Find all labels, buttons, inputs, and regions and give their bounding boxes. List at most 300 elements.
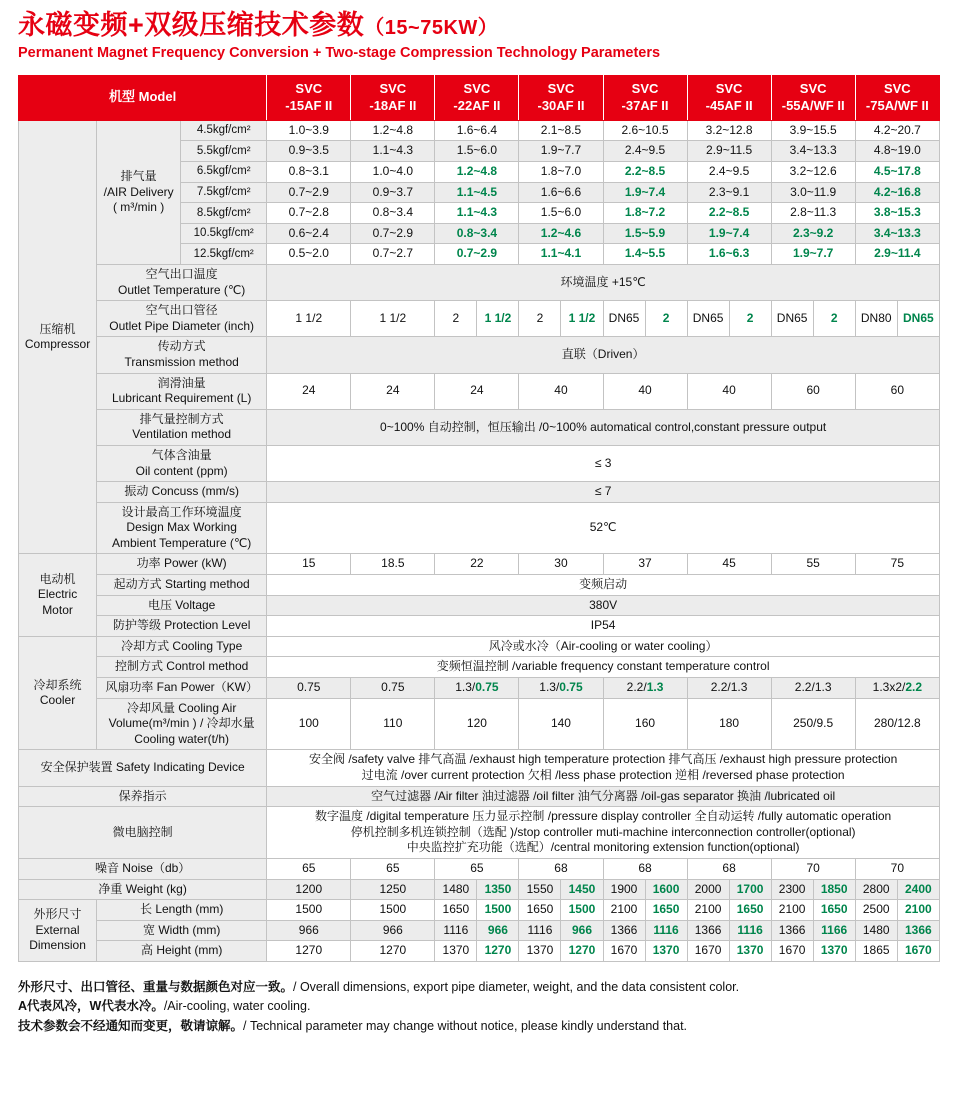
- cell: 1270: [351, 941, 435, 962]
- row-design-max-temp: [19, 502, 940, 554]
- cell-control-method: 变频恒温控制 /variable frequency constant temperature control: [267, 657, 940, 678]
- model-name: SVC: [295, 81, 323, 97]
- parameters-table: [18, 75, 940, 962]
- cell: 2.4~9.5: [603, 141, 687, 162]
- cell: 1670: [603, 941, 645, 962]
- cell: 1.9~7.7: [519, 141, 603, 162]
- row-safety-device: [19, 750, 940, 786]
- cell: 24: [351, 373, 435, 409]
- safety-line2: 过电流 /over current protection 欠相 /less phase protection 逆相 /reversed phase protection: [361, 768, 845, 783]
- cell: 160: [603, 698, 687, 750]
- cell: 1650: [519, 900, 561, 921]
- footnotes: [18, 978, 942, 1036]
- page-title: [18, 10, 942, 41]
- section-label-en2: Motor: [42, 602, 73, 617]
- pressure-label: 12.5kgf/cm²: [181, 244, 267, 265]
- section-label-en: Electric: [37, 587, 78, 602]
- cell: 140: [519, 698, 603, 750]
- label-cn: 空气出口管径: [145, 303, 218, 318]
- fan-value-green: 0.75: [559, 680, 583, 695]
- label-cn: 润滑油量: [157, 375, 206, 390]
- cell-maintenance: 空气过滤器 /Air filter 油过滤器 /oil filter 油气分离器 /oil-gas separator 换油 /lubricated oil: [267, 786, 940, 807]
- pressure-label: 6.5kgf/cm²: [181, 162, 267, 183]
- label-mid: Volume(m³/min ) / 冷却水量: [108, 716, 255, 731]
- cell: 1.0~3.9: [267, 120, 351, 141]
- cell: 1500: [477, 900, 519, 921]
- label-en: Ventilation method: [132, 427, 232, 442]
- cell: 2.3~9.2: [771, 223, 855, 244]
- model-name: SVC: [547, 81, 575, 97]
- cell: 1116: [519, 920, 561, 941]
- fan-value: 2.2/1.3: [794, 680, 832, 695]
- cell: 70: [855, 858, 939, 879]
- cell: 68: [603, 858, 687, 879]
- row-oil-content: [19, 445, 940, 481]
- cell-design-max-temp: 52℃: [267, 502, 940, 554]
- cell: 1366: [603, 920, 645, 941]
- cell: 1865: [855, 941, 897, 962]
- label-weight: 净重 Weight (kg): [19, 879, 267, 900]
- cell: 280/12.8: [855, 698, 939, 750]
- section-compressor: [19, 120, 97, 554]
- cell: 966: [351, 920, 435, 941]
- model-name: SVC: [799, 81, 827, 97]
- cell: 1270: [477, 941, 519, 962]
- cell: 75: [855, 554, 939, 575]
- label-voltage: 电压 Voltage: [97, 595, 267, 616]
- cell: 0.8~3.4: [351, 203, 435, 224]
- cell: 1.9~7.4: [687, 223, 771, 244]
- section-label-en2: Dimension: [29, 938, 86, 953]
- model-col-svc22: [435, 76, 519, 121]
- cell: 3.4~13.3: [855, 223, 939, 244]
- model-suffix: -45AF II: [705, 97, 753, 113]
- fan-value: 1.3x2/: [872, 680, 906, 695]
- label-transmission: [97, 337, 267, 373]
- cell: 1.5~5.9: [603, 223, 687, 244]
- cell: 2.6~10.5: [603, 120, 687, 141]
- row-concuss: [19, 482, 940, 503]
- cell: 0.8~3.1: [267, 162, 351, 183]
- cell: 70: [771, 858, 855, 879]
- cell: 1270: [561, 941, 603, 962]
- row-outlet-pipe: [19, 301, 940, 337]
- cell: 1.0~4.0: [351, 162, 435, 183]
- label-en: Outlet Temperature (℃): [118, 282, 246, 297]
- cell: 966: [561, 920, 603, 941]
- label-outlet-pipe: [97, 301, 267, 337]
- label-cn: 空气出口温度: [145, 266, 218, 281]
- cell: 1650: [729, 900, 771, 921]
- row-air-4-5: [19, 120, 940, 141]
- cell: 45: [687, 554, 771, 575]
- row-maintenance: [19, 786, 940, 807]
- label-oil-content: [97, 445, 267, 481]
- footnote-cn: 技术参数会不经通知而变更，敬请谅解。: [18, 1018, 244, 1033]
- cell: 2.4~9.5: [687, 162, 771, 183]
- footnote-cn: A代表风冷，W代表水冷。: [18, 999, 164, 1014]
- fan-value-green: 0.75: [475, 680, 499, 695]
- cell: DN80: [855, 301, 897, 337]
- cell: 1 1/2: [267, 301, 351, 337]
- model-col-svc18: [351, 76, 435, 121]
- pressure-label: 4.5kgf/cm²: [181, 120, 267, 141]
- model-suffix: -22AF II: [453, 97, 501, 113]
- cell: 2400: [897, 879, 939, 900]
- cell: 37: [603, 554, 687, 575]
- section-label-cn: 压缩机: [39, 321, 76, 336]
- row-ventilation: [19, 409, 940, 445]
- cell: DN65: [603, 301, 645, 337]
- cell: 2: [435, 301, 477, 337]
- cell: 2100: [603, 900, 645, 921]
- cell: 30: [519, 554, 603, 575]
- footnote-line: [18, 1017, 942, 1036]
- row-noise: [19, 858, 940, 879]
- label-cn: 排气量: [120, 169, 157, 184]
- cell: 1.6~6.4: [435, 120, 519, 141]
- fan-value-green: 1.3: [646, 680, 664, 695]
- section-label-en: External: [35, 922, 80, 937]
- cell: 100: [267, 698, 351, 750]
- cell: 1.5~6.0: [435, 141, 519, 162]
- label-air-delivery: [97, 120, 181, 264]
- table-header-row: [19, 76, 940, 121]
- label-cn: 气体含油量: [151, 447, 212, 462]
- page-title-cn: 永磁变频+双级压缩技术参数: [18, 10, 365, 40]
- cell: 2: [729, 301, 771, 337]
- label-length: 长 Length (mm): [97, 900, 267, 921]
- cell: 1370: [645, 941, 687, 962]
- row-protection-level: [19, 616, 940, 637]
- cell: 110: [351, 698, 435, 750]
- model-name: SVC: [883, 81, 911, 97]
- cell: 2.8~11.3: [771, 203, 855, 224]
- cell: 2.9~11.4: [855, 244, 939, 265]
- label-power: 功率 Power (kW): [97, 554, 267, 575]
- cell: 1370: [729, 941, 771, 962]
- label-en: Cooling water(t/h): [134, 731, 230, 746]
- label-height: 高 Height (mm): [97, 941, 267, 962]
- cell: 15: [267, 554, 351, 575]
- cell: 120: [435, 698, 519, 750]
- cell: 1 1/2: [561, 301, 603, 337]
- row-cooling-air-volume: [19, 698, 940, 750]
- cell: 60: [855, 373, 939, 409]
- cell: 1.8~7.0: [519, 162, 603, 183]
- cell: 1.6~6.6: [519, 182, 603, 203]
- section-label-cn: 冷却系统: [33, 677, 82, 692]
- label-maintenance: 保养指示: [19, 786, 267, 807]
- row-voltage: [19, 595, 940, 616]
- cell: 1550: [519, 879, 561, 900]
- cell: 1370: [519, 941, 561, 962]
- fan-value: 0.75: [297, 680, 321, 695]
- cell: 22: [435, 554, 519, 575]
- label-width: 宽 Width (mm): [97, 920, 267, 941]
- cell: 65: [267, 858, 351, 879]
- cell-oil-content: ≤ 3: [267, 445, 940, 481]
- micro-line3: 中央监控扩充功能（选配）/central monitoring extension function(optional): [406, 840, 800, 855]
- model-suffix: -18AF II: [369, 97, 417, 113]
- cell: 1166: [813, 920, 855, 941]
- cell: 2.2~8.5: [603, 162, 687, 183]
- cell: 4.2~16.8: [855, 182, 939, 203]
- cell-starting-method: 变频启动: [267, 575, 940, 596]
- label-cooling-type: 冷却方式 Cooling Type: [97, 636, 267, 657]
- cell: 4.2~20.7: [855, 120, 939, 141]
- label-cn: 传动方式: [157, 339, 206, 354]
- model-suffix: -15AF II: [285, 97, 333, 113]
- cell: 1.1~4.1: [519, 244, 603, 265]
- cell: 68: [687, 858, 771, 879]
- footnote-en: /Air-cooling, water cooling.: [163, 999, 311, 1014]
- model-col-svc55: [771, 76, 855, 121]
- label-lubricant: [97, 373, 267, 409]
- model-header-cell: 机型 Model: [19, 76, 267, 121]
- label-noise: 噪音 Noise（db）: [19, 858, 267, 879]
- cell: 1500: [351, 900, 435, 921]
- cell-transmission: 直联（Driven）: [267, 337, 940, 373]
- cell: [771, 678, 855, 699]
- cell: 1670: [687, 941, 729, 962]
- row-cooling-type: [19, 636, 940, 657]
- model-col-svc45: [687, 76, 771, 121]
- label-en: Oil content (ppm): [135, 463, 228, 478]
- cell: 2: [519, 301, 561, 337]
- row-starting-method: [19, 575, 940, 596]
- cell: 1670: [771, 941, 813, 962]
- label-fan-power: 风扇功率 Fan Power（KW）: [97, 678, 267, 699]
- cell: 2000: [687, 879, 729, 900]
- cell: 1670: [897, 941, 939, 962]
- cell: 2.3~9.1: [687, 182, 771, 203]
- pressure-label: 5.5kgf/cm²: [181, 141, 267, 162]
- label-en: Outlet Pipe Diameter (inch): [109, 318, 255, 333]
- cell-microcomputer: [267, 807, 940, 859]
- cell: 1250: [351, 879, 435, 900]
- row-transmission: [19, 337, 940, 373]
- fan-value-green: 2.2: [905, 680, 923, 695]
- cell: 966: [477, 920, 519, 941]
- cell: 1116: [645, 920, 687, 941]
- section-motor: [19, 554, 97, 636]
- cell: 40: [519, 373, 603, 409]
- cell: 1.1~4.3: [435, 203, 519, 224]
- cell: 1.4~5.5: [603, 244, 687, 265]
- cell: 1650: [435, 900, 477, 921]
- cell: 2100: [687, 900, 729, 921]
- label-unit: ( m³/min ): [112, 200, 165, 215]
- footnote-en: / Technical parameter may change without notice, please kindly understand that.: [243, 1018, 688, 1033]
- cell: 24: [435, 373, 519, 409]
- label-control-method: 控制方式 Control method: [97, 657, 267, 678]
- cell: 2100: [771, 900, 813, 921]
- cell: [519, 678, 603, 699]
- cell: 1650: [645, 900, 687, 921]
- row-width: [19, 920, 940, 941]
- cell: 1270: [267, 941, 351, 962]
- model-col-svc37: [603, 76, 687, 121]
- cell: 3.2~12.6: [771, 162, 855, 183]
- cell: 2.2~8.5: [687, 203, 771, 224]
- cell: 0.9~3.5: [267, 141, 351, 162]
- fan-value: 2.2/1.3: [710, 680, 748, 695]
- cell: 65: [351, 858, 435, 879]
- cell: 4.5~17.8: [855, 162, 939, 183]
- cell: 2100: [897, 900, 939, 921]
- safety-line1: 安全阀 /safety valve 排气高温 /exhaust high temperature protection 排气高压 /exhaust high pressure protection: [308, 752, 898, 767]
- cell: 0.5~2.0: [267, 244, 351, 265]
- section-label-en: Compressor: [24, 337, 91, 352]
- pressure-label: 8.5kgf/cm²: [181, 203, 267, 224]
- cell: 3.4~13.3: [771, 141, 855, 162]
- cell: 3.8~15.3: [855, 203, 939, 224]
- cell: 250/9.5: [771, 698, 855, 750]
- cell: 2.9~11.5: [687, 141, 771, 162]
- label-cn: 设计最高工作环境温度: [121, 504, 242, 519]
- row-fan-power: [19, 678, 940, 699]
- cell: [855, 678, 939, 699]
- cell: 40: [603, 373, 687, 409]
- model-suffix: -37AF II: [621, 97, 669, 113]
- page-subtitle: Permanent Magnet Frequency Conversion + Two-stage Compression Technology Parameters: [18, 45, 661, 62]
- cell: 1480: [435, 879, 477, 900]
- cell: 1500: [561, 900, 603, 921]
- label-protection-level: 防护等级 Protection Level: [97, 616, 267, 637]
- pressure-label: 10.5kgf/cm²: [181, 223, 267, 244]
- model-col-svc30: [519, 76, 603, 121]
- micro-line2: 停机控制多机连锁控制（选配 )/stop controller muti-machine interconnection controller(optional): [350, 824, 856, 839]
- pressure-label: 7.5kgf/cm²: [181, 182, 267, 203]
- cell: 65: [435, 858, 519, 879]
- cell: 1 1/2: [351, 301, 435, 337]
- cell: 1 1/2: [477, 301, 519, 337]
- cell-protection-level: IP54: [267, 616, 940, 637]
- cell: 2: [645, 301, 687, 337]
- fan-value: 1.3/: [455, 680, 476, 695]
- cell-outlet-temperature: 环境温度 +15℃: [267, 264, 940, 300]
- section-dimension: [19, 900, 97, 962]
- row-length: [19, 900, 940, 921]
- micro-line1: 数字温度 /digital temperature 压力显示控制 /pressure display controller 全自动运转 /fully automatic operation: [315, 809, 892, 824]
- cell: 180: [687, 698, 771, 750]
- cell: DN65: [897, 301, 939, 337]
- cell: 1.2~4.8: [351, 120, 435, 141]
- row-microcomputer: [19, 807, 940, 859]
- model-name: SVC: [631, 81, 659, 97]
- cell: 1.1~4.3: [351, 141, 435, 162]
- cell: 1200: [267, 879, 351, 900]
- cell: 1.2~4.8: [435, 162, 519, 183]
- label-design-max-temp: [97, 502, 267, 554]
- cell: 24: [267, 373, 351, 409]
- label-outlet-temperature: [97, 264, 267, 300]
- cell: 68: [519, 858, 603, 879]
- label-ventilation: [97, 409, 267, 445]
- model-name: SVC: [715, 81, 743, 97]
- cell: 1450: [561, 879, 603, 900]
- cell: 1.9~7.7: [771, 244, 855, 265]
- cell: [687, 678, 771, 699]
- cell: 2.1~8.5: [519, 120, 603, 141]
- cell: 2500: [855, 900, 897, 921]
- row-weight: [19, 879, 940, 900]
- label-starting-method: 起动方式 Starting method: [97, 575, 267, 596]
- cell: 1600: [645, 879, 687, 900]
- fan-value: 1.3/: [539, 680, 560, 695]
- cell: 0.7~2.8: [267, 203, 351, 224]
- cell: 1480: [855, 920, 897, 941]
- row-height: [19, 941, 940, 962]
- cell: 1.6~6.3: [687, 244, 771, 265]
- cell: 0.7~2.9: [267, 182, 351, 203]
- cell: 1366: [687, 920, 729, 941]
- cell: 1700: [729, 879, 771, 900]
- cell: 1366: [897, 920, 939, 941]
- footnote-line: [18, 997, 942, 1016]
- row-lubricant: [19, 373, 940, 409]
- section-label-en: Cooler: [39, 693, 76, 708]
- cell: 1.9~7.4: [603, 182, 687, 203]
- cell: 2: [813, 301, 855, 337]
- model-col-svc15: [267, 76, 351, 121]
- cell: 1.5~6.0: [519, 203, 603, 224]
- cell: 18.5: [351, 554, 435, 575]
- cell: 0.9~3.7: [351, 182, 435, 203]
- cell: 0.7~2.9: [351, 223, 435, 244]
- cell: 1850: [813, 879, 855, 900]
- cell-ventilation: 0~100% 自动控制，恒压输出 /0~100% automatical control,constant pressure output: [267, 409, 940, 445]
- model-col-svc75: [855, 76, 939, 121]
- cell: 1650: [813, 900, 855, 921]
- cell: [435, 678, 519, 699]
- cell: 1.8~7.2: [603, 203, 687, 224]
- cell: 2800: [855, 879, 897, 900]
- cell: 966: [267, 920, 351, 941]
- label-microcomputer: 微电脑控制: [19, 807, 267, 859]
- label-cn: 冷却风量 Cooling Air: [126, 700, 237, 715]
- cell-concuss: ≤ 7: [267, 482, 940, 503]
- cell: 3.9~15.5: [771, 120, 855, 141]
- label-concuss: 振动 Concuss (mm/s): [97, 482, 267, 503]
- cell: 1366: [771, 920, 813, 941]
- cell: 0.7~2.7: [351, 244, 435, 265]
- cell: 3.0~11.9: [771, 182, 855, 203]
- cell: 1116: [435, 920, 477, 941]
- cell-cooling-type: 风冷或水冷（Air-cooling or water cooling）: [267, 636, 940, 657]
- cell: 1370: [435, 941, 477, 962]
- cell: 60: [771, 373, 855, 409]
- cell: 40: [687, 373, 771, 409]
- fan-value: 2.2/: [626, 680, 647, 695]
- cell: 0.7~2.9: [435, 244, 519, 265]
- cell: DN65: [687, 301, 729, 337]
- cell-safety-device: [267, 750, 940, 786]
- label-en: Design Max Working: [126, 520, 237, 535]
- cell: 0.6~2.4: [267, 223, 351, 244]
- cell: 3.2~12.8: [687, 120, 771, 141]
- model-name: SVC: [379, 81, 407, 97]
- section-cooler: [19, 636, 97, 750]
- cell: [603, 678, 687, 699]
- label-cn: 排气量控制方式: [139, 411, 224, 426]
- cell: 55: [771, 554, 855, 575]
- label-en: Lubricant Requirement (L): [111, 391, 252, 406]
- cell: 1.2~4.6: [519, 223, 603, 244]
- cell: 1370: [813, 941, 855, 962]
- section-label-cn: 外形尺寸: [33, 907, 82, 922]
